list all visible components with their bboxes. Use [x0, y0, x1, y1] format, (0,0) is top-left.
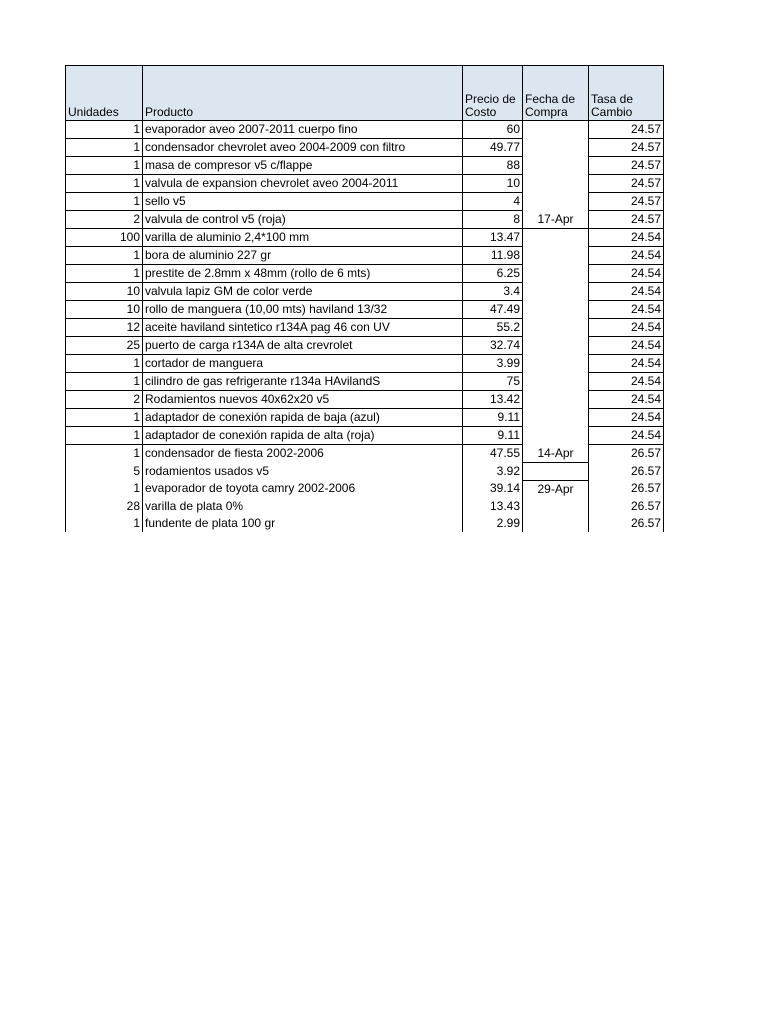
cell-rate: 24.54 — [589, 355, 664, 373]
cell-units: 5 — [66, 462, 143, 480]
header-row — [66, 66, 664, 121]
cell-rate: 26.57 — [589, 445, 664, 463]
cell-product: aceite haviland sintetico r134A pag 46 con UV — [143, 319, 463, 337]
table-row — [66, 409, 664, 427]
cell-units: 1 — [66, 355, 143, 373]
cell-price: 55.2 — [463, 319, 523, 337]
cell-price: 4 — [463, 193, 523, 211]
cell-date — [523, 121, 589, 139]
cell-units: 2 — [66, 211, 143, 229]
cell-price: 39.14 — [463, 480, 523, 498]
cell-units: 10 — [66, 301, 143, 319]
table-row — [66, 391, 664, 409]
cell-date — [523, 265, 589, 283]
cell-date — [523, 139, 589, 157]
purchase-table — [65, 65, 664, 532]
cell-product: bora de aluminio 227 gr — [143, 247, 463, 265]
table-row — [66, 480, 664, 498]
cell-price: 9.11 — [463, 409, 523, 427]
header-date: Fecha de Compra — [523, 66, 589, 121]
table-row — [66, 247, 664, 265]
cell-units: 1 — [66, 175, 143, 193]
cell-product: cortador de manguera — [143, 355, 463, 373]
cell-date — [523, 319, 589, 337]
cell-rate: 26.57 — [589, 498, 664, 515]
cell-price: 3.4 — [463, 283, 523, 301]
cell-product: Rodamientos nuevos 40x62x20 v5 — [143, 391, 463, 409]
cell-date — [523, 337, 589, 355]
cell-price: 11.98 — [463, 247, 523, 265]
cell-rate: 26.57 — [589, 515, 664, 532]
table-row — [66, 121, 664, 139]
cell-product: evaporador aveo 2007-2011 cuerpo fino — [143, 121, 463, 139]
cell-rate: 24.54 — [589, 229, 664, 247]
table-row — [66, 337, 664, 355]
table-row — [66, 427, 664, 445]
cell-units: 1 — [66, 373, 143, 391]
cell-price: 13.43 — [463, 498, 523, 515]
table-row — [66, 498, 664, 515]
cell-price: 8 — [463, 211, 523, 229]
cell-units: 2 — [66, 391, 143, 409]
cell-rate: 24.54 — [589, 391, 664, 409]
cell-price: 3.92 — [463, 462, 523, 480]
cell-date — [523, 247, 589, 265]
cell-units: 1 — [66, 480, 143, 498]
cell-rate: 24.54 — [589, 427, 664, 445]
table-row — [66, 445, 664, 463]
cell-price: 9.11 — [463, 427, 523, 445]
cell-product: sello v5 — [143, 193, 463, 211]
table-row — [66, 373, 664, 391]
cell-product: condensador chevrolet aveo 2004-2009 con filtro — [143, 139, 463, 157]
header-price: Precio de Costo — [463, 66, 523, 121]
table-row — [66, 139, 664, 157]
cell-rate: 24.54 — [589, 301, 664, 319]
cell-product: evaporador de toyota camry 2002-2006 — [143, 480, 463, 498]
cell-units: 1 — [66, 193, 143, 211]
cell-rate: 26.57 — [589, 462, 664, 480]
cell-units: 1 — [66, 409, 143, 427]
cell-price: 49.77 — [463, 139, 523, 157]
cell-price: 75 — [463, 373, 523, 391]
cell-date — [523, 391, 589, 409]
cell-product: valvula lapiz GM de color verde — [143, 283, 463, 301]
cell-product: varilla de aluminio 2,4*100 mm — [143, 229, 463, 247]
cell-units: 1 — [66, 139, 143, 157]
cell-date — [523, 462, 589, 480]
table-row — [66, 229, 664, 247]
cell-price: 13.42 — [463, 391, 523, 409]
cell-price: 3.99 — [463, 355, 523, 373]
cell-product: valvula de control v5 (roja) — [143, 211, 463, 229]
cell-date: 14-Apr — [523, 445, 589, 463]
table-row — [66, 283, 664, 301]
cell-product: valvula de expansion chevrolet aveo 2004-2011 — [143, 175, 463, 193]
cell-date — [523, 498, 589, 515]
cell-rate: 24.54 — [589, 319, 664, 337]
table-row — [66, 265, 664, 283]
table-row — [66, 211, 664, 229]
table-row — [66, 175, 664, 193]
cell-units: 28 — [66, 498, 143, 515]
cell-price: 32.74 — [463, 337, 523, 355]
cell-price: 47.49 — [463, 301, 523, 319]
cell-rate: 24.57 — [589, 157, 664, 175]
cell-product: varilla de plata 0% — [143, 498, 463, 515]
cell-date — [523, 373, 589, 391]
cell-product: puerto de carga r134A de alta crevrolet — [143, 337, 463, 355]
table-row — [66, 319, 664, 337]
cell-date — [523, 229, 589, 247]
table-row — [66, 355, 664, 373]
header-rate: Tasa de Cambio — [589, 66, 664, 121]
table-row — [66, 515, 664, 532]
cell-rate: 24.57 — [589, 121, 664, 139]
cell-units: 100 — [66, 229, 143, 247]
cell-date — [523, 515, 589, 532]
cell-units: 25 — [66, 337, 143, 355]
cell-units: 1 — [66, 247, 143, 265]
cell-price: 47.55 — [463, 445, 523, 463]
cell-product: fundente de plata 100 gr — [143, 515, 463, 532]
cell-product: adaptador de conexión rapida de baja (azul) — [143, 409, 463, 427]
cell-units: 10 — [66, 283, 143, 301]
cell-price: 10 — [463, 175, 523, 193]
cell-rate: 26.57 — [589, 480, 664, 498]
cell-units: 1 — [66, 515, 143, 532]
cell-rate: 24.54 — [589, 247, 664, 265]
cell-units: 1 — [66, 157, 143, 175]
cell-date: 17-Apr — [523, 211, 589, 229]
cell-rate: 24.57 — [589, 139, 664, 157]
cell-product: adaptador de conexión rapida de alta (roja) — [143, 427, 463, 445]
cell-units: 1 — [66, 427, 143, 445]
header-product: Producto — [143, 66, 463, 121]
cell-product: cilindro de gas refrigerante r134a HAvilandS — [143, 373, 463, 391]
cell-rate: 24.54 — [589, 283, 664, 301]
cell-units: 1 — [66, 445, 143, 463]
table-row — [66, 301, 664, 319]
cell-units: 12 — [66, 319, 143, 337]
cell-rate: 24.57 — [589, 193, 664, 211]
cell-rate: 24.54 — [589, 409, 664, 427]
table-row — [66, 157, 664, 175]
cell-product: prestite de 2.8mm x 48mm (rollo de 6 mts) — [143, 265, 463, 283]
cell-price: 6.25 — [463, 265, 523, 283]
cell-product: rollo de manguera (10,00 mts) haviland 13/32 — [143, 301, 463, 319]
cell-date — [523, 283, 589, 301]
cell-price: 88 — [463, 157, 523, 175]
cell-rate: 24.54 — [589, 373, 664, 391]
table-row — [66, 193, 664, 211]
cell-price: 60 — [463, 121, 523, 139]
header-units: Unidades — [66, 66, 143, 121]
cell-price: 13.47 — [463, 229, 523, 247]
cell-rate: 24.57 — [589, 211, 664, 229]
cell-units: 1 — [66, 265, 143, 283]
cell-date — [523, 175, 589, 193]
cell-rate: 24.54 — [589, 265, 664, 283]
cell-date — [523, 193, 589, 211]
cell-date — [523, 301, 589, 319]
cell-date — [523, 427, 589, 445]
cell-date — [523, 157, 589, 175]
cell-rate: 24.57 — [589, 175, 664, 193]
cell-date — [523, 409, 589, 427]
cell-price: 2.99 — [463, 515, 523, 532]
cell-date: 29-Apr — [523, 480, 589, 498]
table-row — [66, 462, 664, 480]
cell-product: rodamientos usados v5 — [143, 462, 463, 480]
cell-date — [523, 355, 589, 373]
cell-product: masa de compresor v5 c/flappe — [143, 157, 463, 175]
cell-units: 1 — [66, 121, 143, 139]
cell-rate: 24.54 — [589, 337, 664, 355]
cell-product: condensador de fiesta 2002-2006 — [143, 445, 463, 463]
